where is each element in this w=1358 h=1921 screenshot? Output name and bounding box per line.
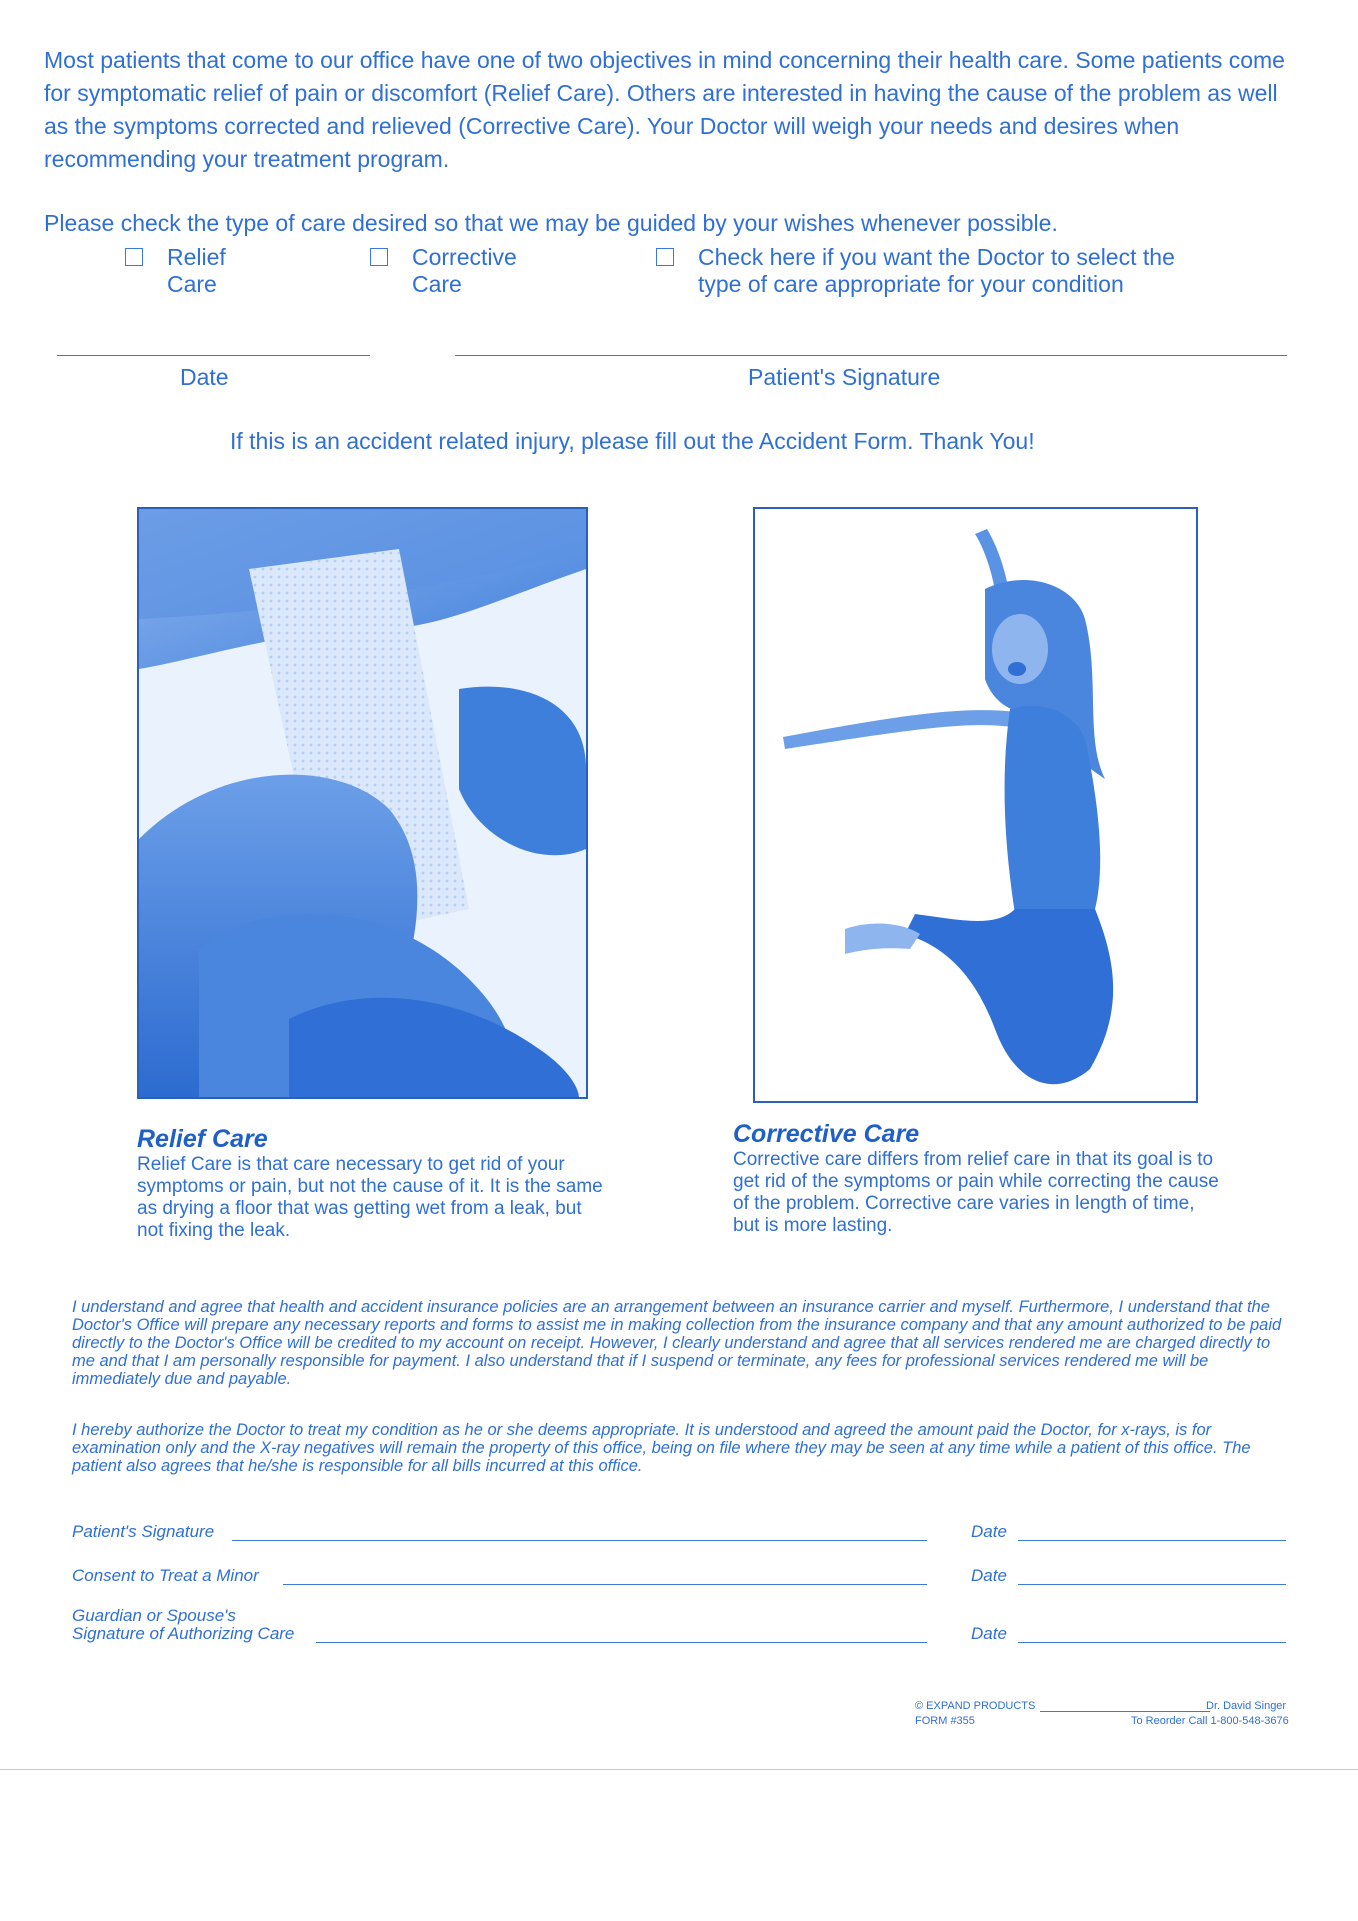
relief-care-text: Relief Care is that care necessary to get rid of your symptoms or pain, but not the cause of it. It is the same as drying a floor that was getting wet from a leak, but not fixing the leak.: [137, 1154, 603, 1241]
jumping-woman-image: [755, 509, 1196, 1101]
patient-date-field[interactable]: [1018, 1540, 1286, 1541]
insurance-agreement-paragraph: I understand and agree that health and accident insurance policies are an arrangement between an insurance carrier and myself. Furthermore, I understand that the Doctor's Office will prepare any necessary reports and forms to assist me in making collection from the insurance company and that any amount authorized to be paid directly to the Doctor's Office will be credited to my account on receipt. However, I clearly understand and agree that all services rendered me are charged directly to me and that I am personally responsible for payment. I also understand that if I suspend or terminate, any fees for professional services rendered me will be immediately due and payable.: [72, 1298, 1282, 1388]
corrective-checkbox[interactable]: [370, 248, 388, 266]
option-relief-care[interactable]: [125, 244, 226, 298]
date-label: Date: [180, 364, 229, 390]
corrective-care-photo: [753, 507, 1198, 1103]
doctor-select-checkbox[interactable]: [656, 248, 674, 266]
bandage-fingers-image: [139, 509, 586, 1097]
guardian-label-line1: Guardian or Spouse's: [72, 1606, 236, 1625]
relief-option-line2: Care: [167, 271, 217, 297]
footer-form-number: FORM #355: [915, 1715, 975, 1727]
signature-line[interactable]: [455, 355, 1287, 356]
relief-option-line1: Relief: [167, 244, 226, 270]
guardian-label-line2: Signature of Authorizing Care: [72, 1624, 295, 1643]
doctor-select-line2: type of care appropriate for your condition: [698, 271, 1124, 297]
footer-copyright: © EXPAND PRODUCTS: [915, 1700, 1036, 1712]
footer-doctor: Dr. David Singer: [1206, 1700, 1287, 1712]
footer-divider: [1040, 1711, 1210, 1712]
patient-signature-label: Patient's Signature: [748, 364, 941, 390]
care-type-prompt: Please check the type of care desired so that we may be guided by your wishes whenever possible.: [44, 210, 1058, 236]
doctor-select-line1: Check here if you want the Doctor to select the: [698, 244, 1175, 270]
relief-care-title: Relief Care: [137, 1125, 268, 1153]
guardian-date-field[interactable]: [1018, 1642, 1286, 1643]
minor-consent-label: Consent to Treat a Minor: [72, 1566, 259, 1585]
patient-date-label: Date: [971, 1522, 1007, 1541]
relief-care-photo: [137, 507, 588, 1099]
footer-reorder: To Reorder Call 1-800-548-3676: [1131, 1715, 1289, 1727]
guardian-date-label: Date: [971, 1624, 1007, 1643]
treatment-authorization-paragraph: I hereby authorize the Doctor to treat my condition as he or she deems appropriate. It is understood and agreed the amount paid the Doctor, for x-rays, is for examination only and the X-ray negatives will remain the property of this office, being on file where they may be seen at any time while a patient of this office. The patient also agrees that he/she is responsible for all bills incurred at this office.: [72, 1421, 1251, 1475]
option-doctor-select[interactable]: [656, 244, 1175, 298]
minor-date-field[interactable]: [1018, 1584, 1286, 1585]
intro-paragraph: Most patients that come to our office have one of two objectives in mind concerning their health care. Some patients come for symptomatic relief of pain or discomfort (Relief Care). Others are interested in having the cause of the problem as well as the symptoms corrected and relieved (Corrective Care). Your Doctor will weigh your needs and desires when recommending your treatment program.: [44, 47, 1285, 172]
date-line[interactable]: [57, 355, 370, 356]
accident-note: If this is an accident related injury, please fill out the Accident Form. Thank You!: [230, 428, 1035, 454]
minor-date-label: Date: [971, 1566, 1007, 1585]
corrective-care-title: Corrective Care: [733, 1120, 920, 1148]
guardian-signature-field[interactable]: [316, 1642, 927, 1643]
page-bottom-edge: [0, 1769, 1358, 1770]
minor-consent-field[interactable]: [283, 1584, 927, 1585]
corrective-option-line2: Care: [412, 271, 462, 297]
patient-signature-row-label: Patient's Signature: [72, 1522, 215, 1541]
relief-checkbox[interactable]: [125, 248, 143, 266]
relief-care-caption: [137, 1125, 607, 1242]
corrective-option-line1: Corrective: [412, 244, 517, 270]
patient-signature-field[interactable]: [232, 1540, 927, 1541]
option-corrective-care[interactable]: [370, 244, 517, 298]
corrective-care-text: Corrective care differs from relief care in that its goal is to get rid of the symptoms or pain while correcting the cause of the problem. Corrective care varies in length of time, but is more lasting.: [733, 1149, 1219, 1236]
corrective-care-caption: [733, 1120, 1223, 1237]
